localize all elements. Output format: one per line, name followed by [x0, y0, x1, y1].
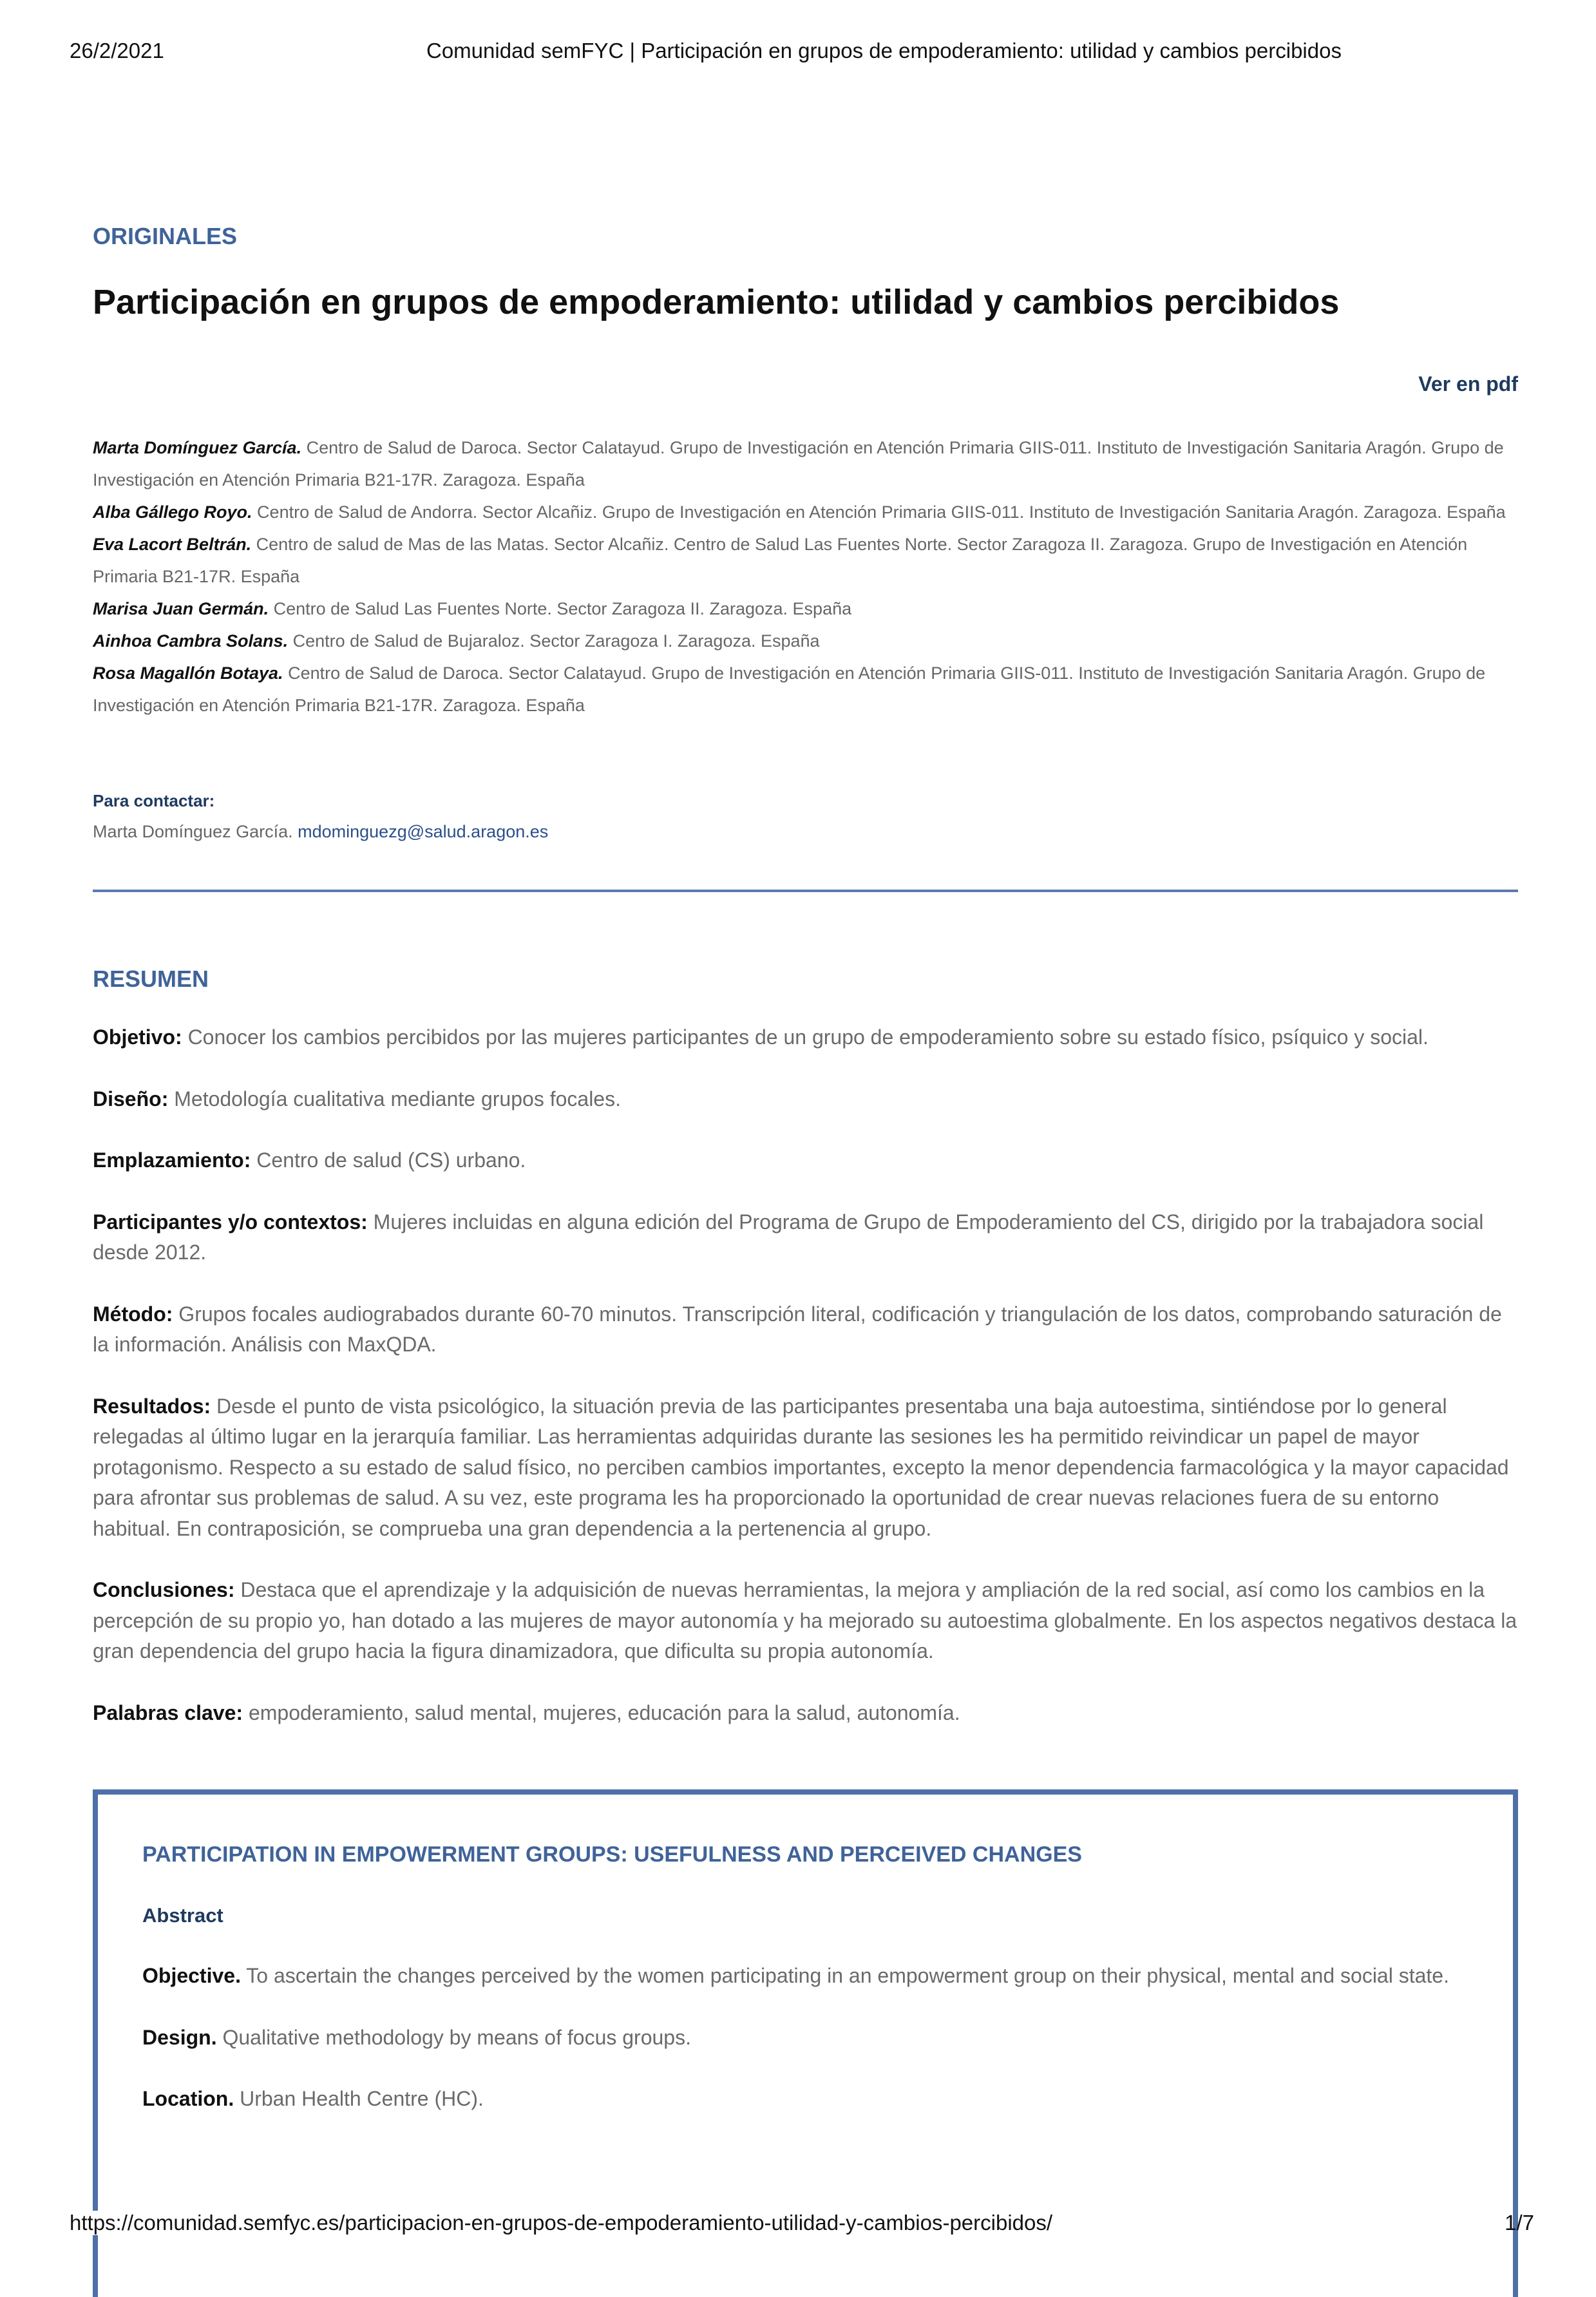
resumen-resultados: [93, 1391, 1518, 1545]
print-page-title: Comunidad semFYC | Participación en grupos de empoderamiento: utilidad y cambios percibidos: [426, 39, 1342, 62]
print-date: 26/2/2021: [70, 39, 164, 62]
article-title: Participación en grupos de empoderamiento: utilidad y cambios percibidos: [93, 283, 1340, 321]
resumen-participantes: [93, 1207, 1518, 1268]
item-label: Resultados:: [93, 1394, 211, 1418]
item-text: Urban Health Centre (HC).: [234, 2087, 484, 2110]
resumen-heading: RESUMEN: [93, 966, 209, 992]
contact-line: [93, 822, 548, 842]
item-text: Conocer los cambios percibidos por las mujeres participantes de un grupo de empoderamiento sobre su estado físico, psíquico y social.: [182, 1025, 1429, 1049]
resumen-body: [93, 1022, 1518, 1759]
contact-label: Para contactar:: [93, 791, 215, 810]
author-name: Eva Lacort Beltrán.: [93, 535, 252, 554]
author-item: [93, 432, 1518, 496]
item-text: Grupos focales audiograbados durante 60-70 minutos. Transcripción literal, codificación y triangulación de los datos, comprobando saturación de la información. Análisis con MaxQDA.: [93, 1302, 1502, 1356]
item-text: Metodología cualitativa mediante grupos focales.: [168, 1087, 621, 1110]
divider: [93, 890, 1518, 892]
resumen-diseno: [93, 1084, 1518, 1115]
abstract-design: [142, 2023, 1463, 2054]
author-item: [93, 625, 1518, 657]
item-label: Objective.: [142, 1964, 241, 1987]
resumen-conclusiones: [93, 1575, 1518, 1667]
item-label: Conclusiones:: [93, 1578, 235, 1601]
item-label: Objetivo:: [93, 1025, 182, 1049]
item-text: Mujeres incluidas en alguna edición del Programa de Grupo de Empoderamiento del CS, dirigido por la trabajadora social desde 2012.: [93, 1210, 1484, 1264]
footer-url: https://comunidad.semfyc.es/participacion-en-grupos-de-empoderamiento-utilidad-y-cambios-percibidos/: [70, 2211, 1053, 2235]
author-item: [93, 593, 1518, 625]
view-pdf-link[interactable]: Ver en pdf: [1418, 372, 1518, 396]
resumen-emplazamiento: [93, 1145, 1518, 1176]
author-item: [93, 657, 1518, 721]
author-list: [93, 432, 1518, 721]
abstract-subheading: Abstract: [142, 1904, 223, 1927]
item-label: Participantes y/o contextos:: [93, 1210, 368, 1234]
author-item: [93, 528, 1518, 593]
author-affiliation: Centro de Salud de Bujaraloz. Sector Zaragoza I. Zaragoza. España: [288, 631, 820, 651]
resumen-palabras-clave: [93, 1698, 1518, 1729]
item-text: Centro de salud (CS) urbano.: [251, 1148, 526, 1172]
abstract-objective: [142, 1961, 1463, 1992]
author-name: Rosa Magallón Botaya.: [93, 663, 283, 683]
item-label: Palabras clave:: [93, 1701, 243, 1724]
page-number: 1/7: [1505, 2211, 1534, 2235]
author-affiliation: Centro de Salud de Daroca. Sector Calatayud. Grupo de Investigación en Atención Primaria GIIS-011. Instituto de Investigación Sanitaria Aragón. Grupo de Investigación en Atención Primaria B21-17R. Zaragoza. España: [93, 438, 1504, 490]
contact-email-link[interactable]: mdominguezg@salud.aragon.es: [298, 822, 549, 841]
item-label: Emplazamiento:: [93, 1148, 251, 1172]
item-text: Qualitative methodology by means of focus groups.: [216, 2025, 691, 2049]
item-label: Location.: [142, 2087, 234, 2110]
item-label: Método:: [93, 1302, 173, 1326]
author-name: Marisa Juan Germán.: [93, 599, 269, 618]
item-label: Design.: [142, 2025, 217, 2049]
resumen-objetivo: [93, 1022, 1518, 1053]
item-text: To ascertain the changes perceived by the women participating in an empowerment group on their physical, mental and social state.: [240, 1964, 1449, 1987]
author-item: [93, 496, 1518, 528]
author-affiliation: Centro de Salud de Daroca. Sector Calatayud. Grupo de Investigación en Atención Primaria GIIS-011. Instituto de Investigación Sanitaria Aragón. Grupo de Investigación en Atención Primaria B21-17R. Zaragoza. España: [93, 663, 1486, 715]
author-affiliation: Centro de Salud de Andorra. Sector Alcañiz. Grupo de Investigación en Atención Primaria GIIS-011. Instituto de Investigación Sanitaria Aragón. Zaragoza. España: [252, 502, 1506, 522]
author-name: Ainhoa Cambra Solans.: [93, 631, 289, 651]
item-label: Diseño:: [93, 1087, 169, 1110]
item-text: empoderamiento, salud mental, mujeres, educación para la salud, autonomía.: [243, 1701, 960, 1724]
author-name: Alba Gállego Royo.: [93, 502, 252, 522]
contact-name: Marta Domínguez García.: [93, 822, 298, 841]
section-label: ORIGINALES: [93, 223, 238, 249]
author-name: Marta Domínguez García.: [93, 438, 302, 457]
item-text: Desde el punto de vista psicológico, la situación previa de las participantes presentaba una baja autoestima, sintiéndose por lo general relegadas al último lugar en la jerarquía familiar. Las herramientas adquiridas durante las sesiones les ha permitido reivindicar un papel de mayor protagonismo. Respecto a su estado de salud físico, no perciben cambios importantes, excepto la menor dependencia farmacológica y la mayor capacidad para afrontar sus problemas de salud. A su vez, este programa les ha proporcionado la oportunidad de crear nuevas relaciones fuera de su entorno habitual. En contraposición, se comprueba una gran dependencia a la pertenencia al grupo.: [93, 1394, 1509, 1540]
item-text: Destaca que el aprendizaje y la adquisición de nuevas herramientas, la mejora y ampliación de la red social, así como los cambios en la percepción de su propio yo, han dotado a las mujeres de mayor autonomía y ha mejorado su autoestima globalmente. En los aspectos negativos destaca la gran dependencia del grupo hacia la figura dinamizadora, que dificulta su propia autonomía.: [93, 1578, 1517, 1663]
abstract-title: PARTICIPATION IN EMPOWERMENT GROUPS: USEFULNESS AND PERCEIVED CHANGES: [142, 1842, 1082, 1867]
author-affiliation: Centro de salud de Mas de las Matas. Sector Alcañiz. Centro de Salud Las Fuentes Norte. Sector Zaragoza II. Zaragoza. Grupo de Investigación en Atención Primaria B21-17R. España: [93, 535, 1468, 586]
author-affiliation: Centro de Salud Las Fuentes Norte. Sector Zaragoza II. Zaragoza. España: [269, 599, 852, 618]
abstract-location: [142, 2084, 1463, 2115]
resumen-metodo: [93, 1299, 1518, 1360]
